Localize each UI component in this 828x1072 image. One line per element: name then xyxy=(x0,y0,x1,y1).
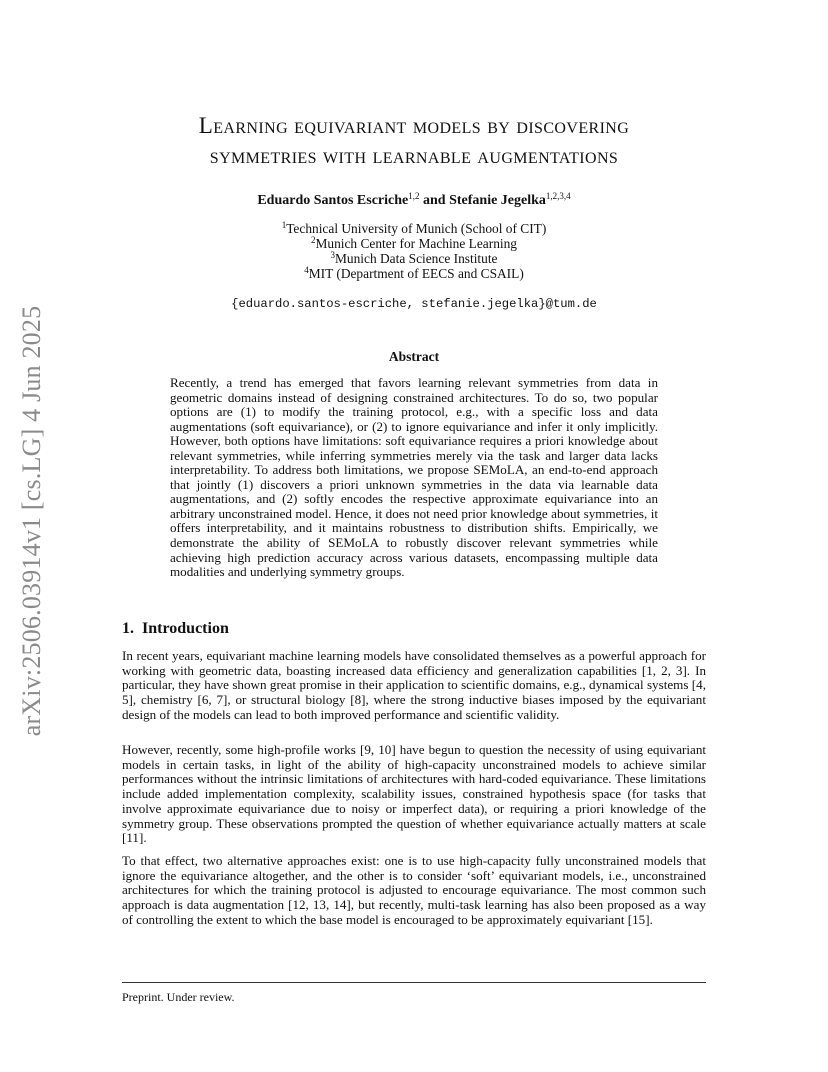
preprint-footnote: Preprint. Under review. xyxy=(122,990,235,1004)
body-paragraph: In recent years, equivariant machine learning models have consolidated themselves as a powerful approach for working with geometric data, boasting increased data efficiency and generalization capabilities [1, 2, 3]. In particular, they have shown great promise in their application to scientific domains, e.g., dynamical systems [4, 5], chemistry [6, 7], or structural biology [8], where the strong inductive biases imposed by the equivariant design of the models can lead to both improved performance and scientific validity. xyxy=(122,648,706,722)
affiliation-mark: 3 xyxy=(330,250,335,260)
paper-title xyxy=(122,111,706,171)
affiliation-mark: 2 xyxy=(310,235,316,245)
author-connector: and xyxy=(419,193,450,208)
affiliation-text: MIT (Department of EECS and CSAIL) xyxy=(308,266,524,281)
affiliation-item xyxy=(122,266,706,281)
author-affiliation-marks: 1,2 xyxy=(408,191,420,201)
contact-email: {eduardo.santos-escriche, stefanie.jegelka}@tum.de xyxy=(231,297,597,311)
section-heading xyxy=(122,619,706,639)
author-affiliation-marks: 1,2,3,4 xyxy=(545,191,571,201)
section-number: 1. xyxy=(122,620,134,637)
abstract-heading: Abstract xyxy=(388,349,440,364)
footnote-divider xyxy=(122,982,706,983)
affiliation-text: Technical University of Munich (School of CIT) xyxy=(286,221,547,236)
author-list xyxy=(122,192,706,210)
affiliation-list xyxy=(122,221,706,281)
arxiv-identifier-stamp xyxy=(12,293,52,749)
affiliation-item xyxy=(122,221,706,236)
paper-title-line-1: Learning equivariant models by discovering xyxy=(198,113,630,138)
affiliation-text: Munich Center for Machine Learning xyxy=(315,236,518,251)
affiliation-mark: 4 xyxy=(304,265,309,275)
affiliation-text: Munich Data Science Institute xyxy=(335,251,498,266)
affiliation-mark: 1 xyxy=(281,220,287,230)
body-paragraph: However, recently, some high-profile works [9, 10] have begun to question the necessity of using equivariant models in certain tasks, in light of the ability of high-capacity unconstrained models to achieve similar performances without the intrinsic limitations of architectures with hard-coded equivariance. These limitations include added implementation complexity, scalability issues, constrained hypothesis space (for tasks that involve approximate equivariance due to noisy or imperfect data), or requiring a priori knowledge of the symmetry group. These observations prompted the question of whether equivariance actually matters at scale [11]. xyxy=(122,742,706,846)
abstract-text: Recently, a trend has emerged that favors learning relevant symmetries from data in geometric domains instead of designing constrained architectures. To do so, two popular options are (1) to modify the training protocol, e.g., with a specific loss and data augmentations (soft equivariance), or (2) to ignore equivariance and infer it only implicitly. However, both options have limitations: soft equivariance requires a priori knowledge about relevant symmetries, while inferring symmetries merely via the task and larger data lacks interpretability. To address both limitations, we propose SEMoLA, an end-to-end approach that jointly (1) discovers a priori unknown symmetries in the data via learnable data augmentations, and (2) softly encodes the respective approximate equivariance into an arbitrary unconstrained model. Hence, it does not need prior knowledge about symmetries, it offers interpretability, and it maintains robustness to distribution shifts. Empirically, we demonstrate the ability of SEMoLA to robustly discover relevant symmetries while achieving high prediction accuracy across various datasets, encompassing multiple data modalities and underlying symmetry groups. xyxy=(170,375,658,580)
affiliation-item xyxy=(122,251,706,266)
section-title: Introduction xyxy=(142,620,229,637)
arxiv-identifier-text: arXiv:2506.03914v1 [cs.LG] 4 Jun 2025 xyxy=(17,305,46,737)
author-name: Eduardo Santos Escriche xyxy=(257,193,409,208)
paper-title-line-2: symmetries with learnable augmentations xyxy=(209,143,619,168)
body-paragraph: To that effect, two alternative approaches exist: one is to use high-capacity fully unconstrained models that ignore the equivariance altogether, and the other is to consider ‘soft’ equivariant models, i.e., unconstrained architectures for which the training protocol is adjusted to encourage equivariance. The most common such approach is data augmentation [12, 13, 14], but recently, multi-task learning has also been proposed as a way of controlling the extent to which the base model is encouraged to be approximately equivariant [15]. xyxy=(122,853,706,927)
affiliation-item xyxy=(122,236,706,251)
author-name: Stefanie Jegelka xyxy=(449,193,546,208)
